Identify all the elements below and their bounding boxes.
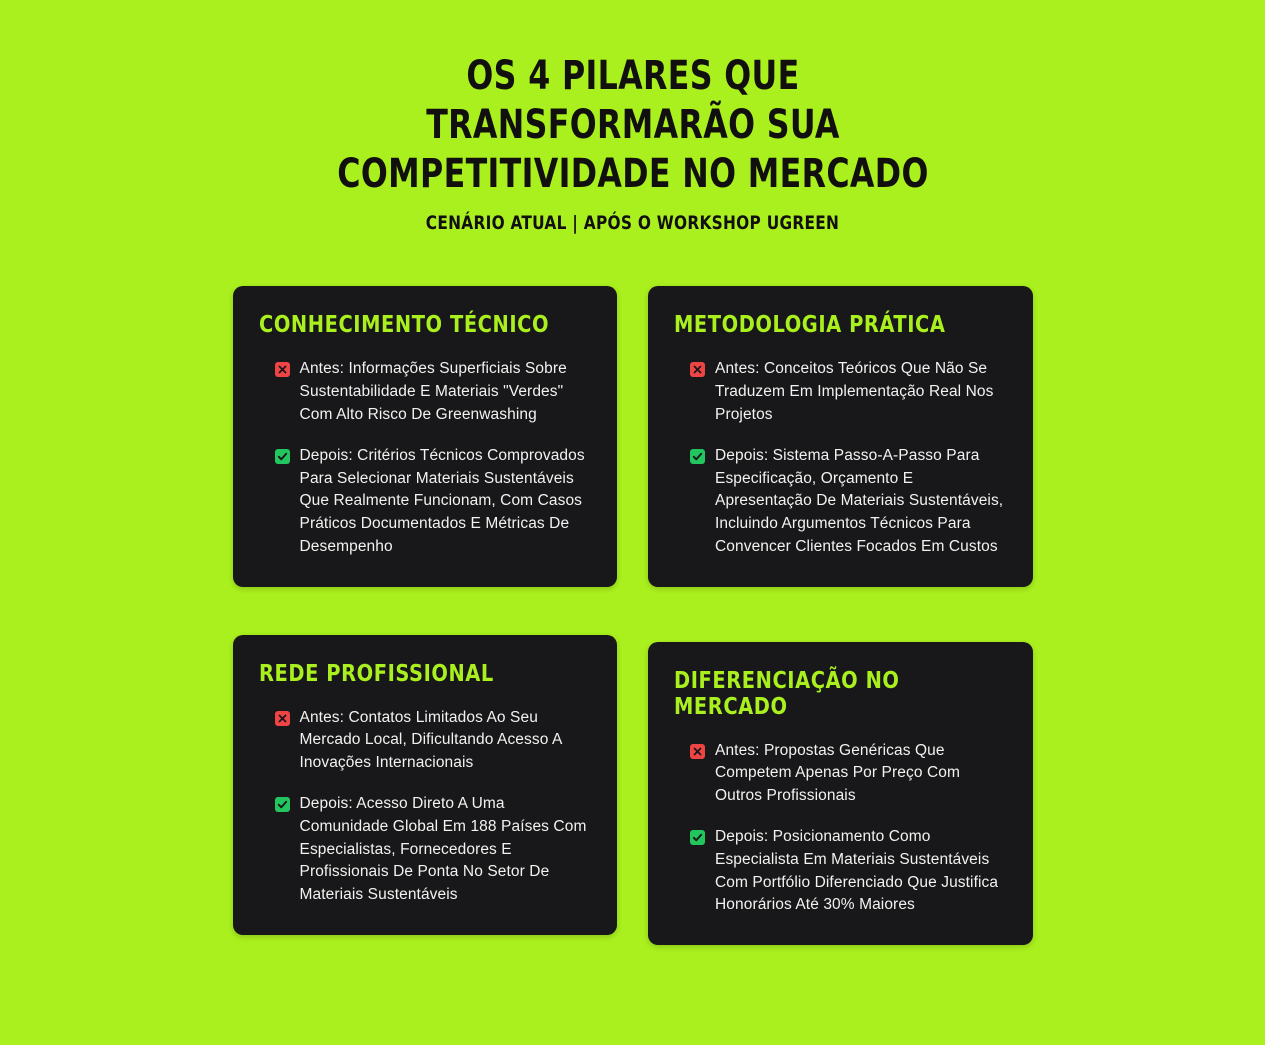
check-icon <box>690 830 705 845</box>
list-item-text: Antes: Propostas Genéricas Que Competem Apenas Por Preço Com Outros Profissionais <box>715 741 960 805</box>
list-item-text: Antes: Informações Superficiais Sobre Sustentabilidade E Materiais "Verdes" Com Alto Risco De Greenwashing <box>299 360 567 423</box>
grid-column-left-1 <box>233 286 618 935</box>
cross-icon <box>275 362 290 377</box>
card-title: CONHECIMENTO TÉCNICO <box>258 312 549 339</box>
card-items <box>259 707 592 907</box>
card-title: REDE PROFISSIONAL <box>258 660 494 687</box>
list-item-text: Depois: Posicionamento Como Especialista Em Materiais Sustentáveis Com Portfólio Diferenciado Que Justifica Honorários Até 30% Maiores <box>715 827 999 914</box>
grid-row-1 <box>233 286 1033 945</box>
list-item <box>275 707 592 775</box>
card-items <box>674 358 1007 558</box>
cross-icon <box>690 744 705 759</box>
card-metodologia-pratica <box>648 286 1033 586</box>
list-item-text: Antes: Contatos Limitados Ao Seu Mercado Local, Dificultando Acesso A Inovações Internacionais <box>299 708 562 772</box>
list-item <box>690 826 1007 917</box>
card-items <box>259 358 592 558</box>
card-title: METODOLOGIA PRÁTICA <box>674 312 946 339</box>
page-title: OS 4 PILARES QUE TRANSFORMARÃO SUA COMPETITIVIDADE NO MERCADO <box>336 53 929 197</box>
list-item-text: Depois: Acesso Direto A Uma Comunidade Global Em 188 Países Com Especialistas, Fornecedores E Profissionais De Ponta No Setor De Materiais Sustentáveis <box>299 794 587 904</box>
page-subtitle: CENÁRIO ATUAL | APÓS O WORKSHOP UGREEN <box>425 212 840 235</box>
check-icon <box>275 797 290 812</box>
cross-icon <box>690 362 705 377</box>
list-item-text: Depois: Sistema Passo-A-Passo Para Especificação, Orçamento E Apresentação De Materiais Sustentáveis, Incluindo Argumentos Técnicos Para Convencer Clientes Focados Em Custos <box>715 446 1004 555</box>
list-item <box>690 740 1007 808</box>
list-item-text: Depois: Critérios Técnicos Comprovados Para Selecionar Materiais Sustentáveis Que Realmente Funcionam, Com Casos Práticos Documentados E Métricas De Desempenho <box>299 446 585 555</box>
grid-column-right-1 <box>648 286 1033 945</box>
check-icon <box>690 449 705 464</box>
card-items <box>674 740 1007 917</box>
list-item <box>690 358 1007 426</box>
list-item <box>275 793 592 907</box>
list-item <box>275 445 592 559</box>
cross-icon <box>275 711 290 726</box>
pillars-grid <box>233 234 1033 945</box>
card-title: DIFERENCIAÇÃO NO MERCADO <box>674 667 900 720</box>
list-item <box>275 358 592 426</box>
page-header <box>0 0 1265 234</box>
card-diferenciacao-no-mercado <box>648 642 1033 945</box>
list-item <box>690 445 1007 559</box>
check-icon <box>275 449 290 464</box>
card-rede-profissional <box>233 635 618 935</box>
card-conhecimento-tecnico <box>233 286 618 586</box>
list-item-text: Antes: Conceitos Teóricos Que Não Se Traduzem Em Implementação Real Nos Projetos <box>715 360 994 423</box>
